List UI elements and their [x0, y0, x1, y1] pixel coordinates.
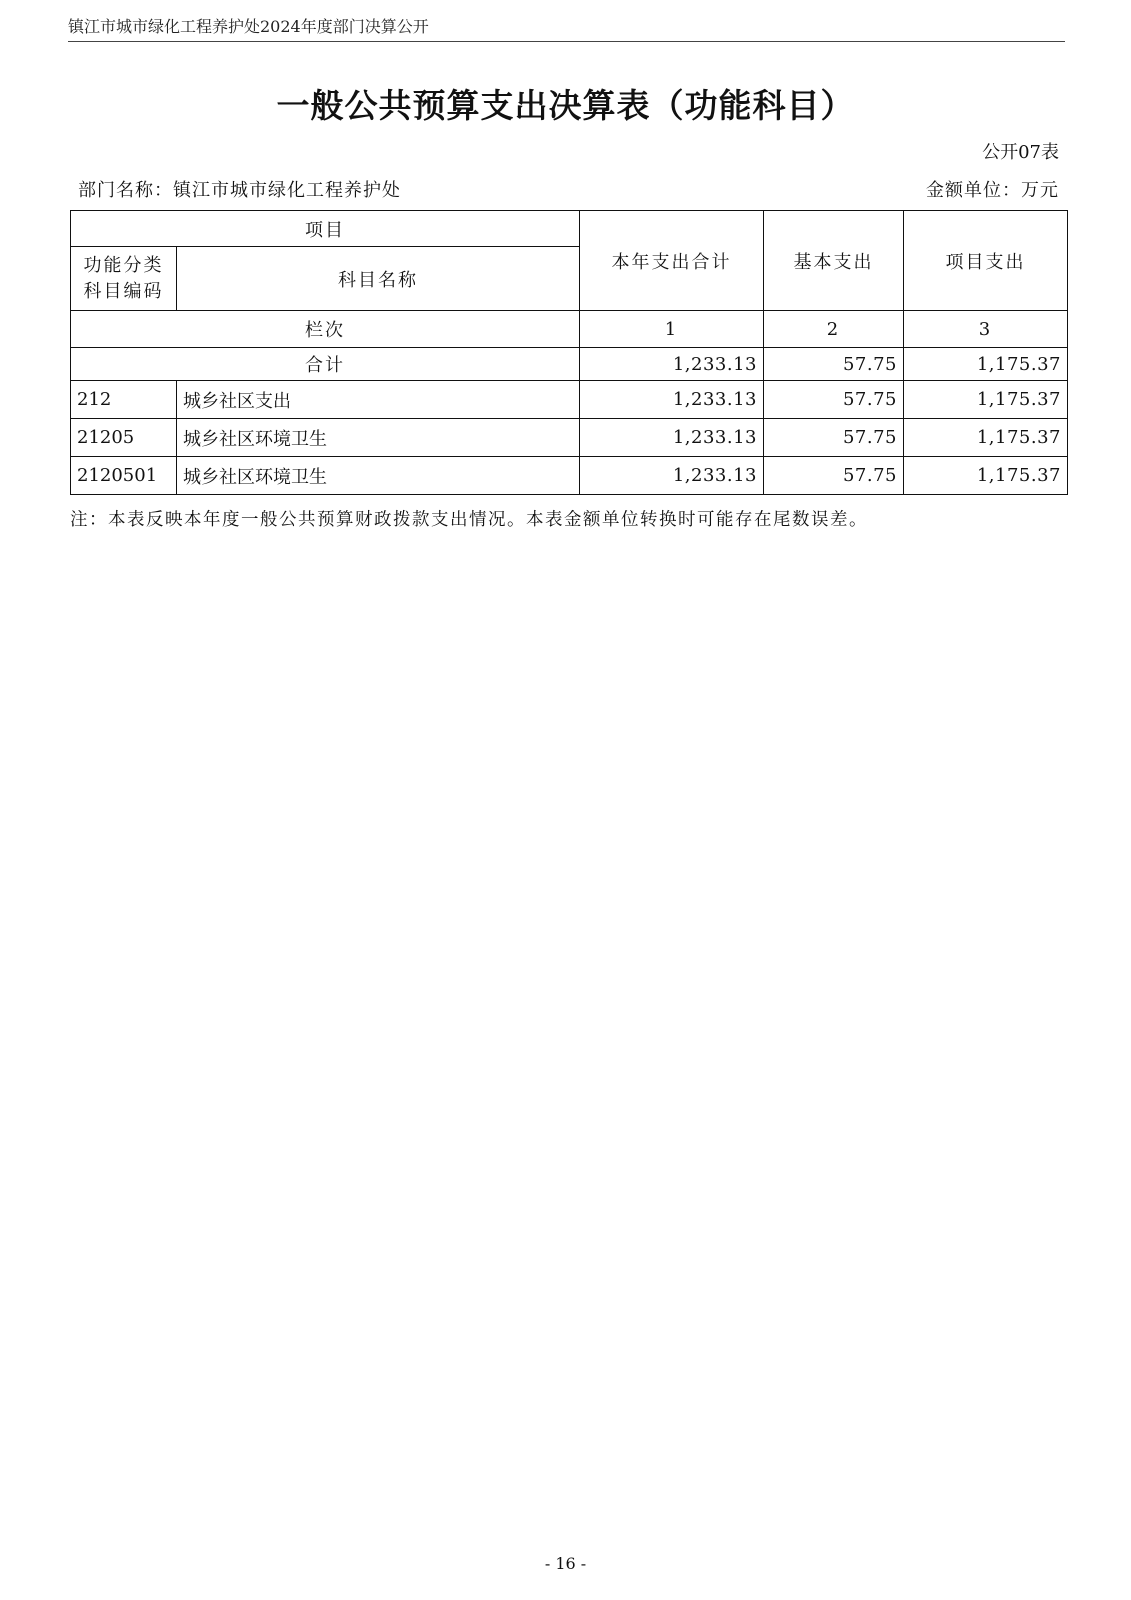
row-basic: 57.75: [764, 457, 904, 495]
header-function-code: 功能分类科目编码: [71, 247, 177, 311]
table-row: [71, 419, 1068, 457]
row-code: 21205: [71, 419, 177, 457]
total-basic: 57.75: [764, 348, 904, 381]
unit-label: 金额单位：万元: [926, 180, 1059, 201]
table-row: [71, 457, 1068, 495]
total-project: 1,175.37: [904, 348, 1068, 381]
total-amount: 1,233.13: [580, 348, 764, 381]
row-total: 1,233.13: [580, 419, 764, 457]
running-header: 镇江市城市绿化工程养护处2024年度部门决算公开: [68, 17, 429, 36]
row-name: 城乡社区支出: [177, 381, 580, 419]
column-index-3: 3: [904, 311, 1068, 348]
page-number: - 16 -: [544, 1554, 587, 1573]
total-row: [71, 348, 1068, 381]
header-divider: [68, 41, 1065, 42]
row-code: 212: [71, 381, 177, 419]
row-code: 2120501: [71, 457, 177, 495]
budget-table: [70, 210, 1068, 495]
page-title: 一般公共预算支出决算表（功能科目）: [276, 86, 855, 125]
table-note: 注：本表反映本年度一般公共预算财政拨款支出情况。本表金额单位转换时可能存在尾数误差。: [70, 510, 868, 530]
row-total: 1,233.13: [580, 457, 764, 495]
row-basic: 57.75: [764, 381, 904, 419]
row-basic: 57.75: [764, 419, 904, 457]
total-label: 合计: [71, 348, 580, 381]
table-code: 公开07表: [982, 142, 1059, 163]
row-total: 1,233.13: [580, 381, 764, 419]
header-basic-expenditure: 基本支出: [764, 211, 904, 311]
column-index-1: 1: [580, 311, 764, 348]
row-project: 1,175.37: [904, 381, 1068, 419]
header-total-expenditure: 本年支出合计: [580, 211, 764, 311]
row-project: 1,175.37: [904, 457, 1068, 495]
row-name: 城乡社区环境卫生: [177, 457, 580, 495]
row-name: 城乡社区环境卫生: [177, 419, 580, 457]
header-item: 项目: [71, 211, 580, 247]
row-project: 1,175.37: [904, 419, 1068, 457]
column-index-label: 栏次: [71, 311, 580, 348]
column-index-2: 2: [764, 311, 904, 348]
header-project-expenditure: 项目支出: [904, 211, 1068, 311]
department-label: 部门名称：镇江市城市绿化工程养护处: [78, 180, 401, 201]
table-row: [71, 381, 1068, 419]
header-subject-name: 科目名称: [177, 247, 580, 311]
